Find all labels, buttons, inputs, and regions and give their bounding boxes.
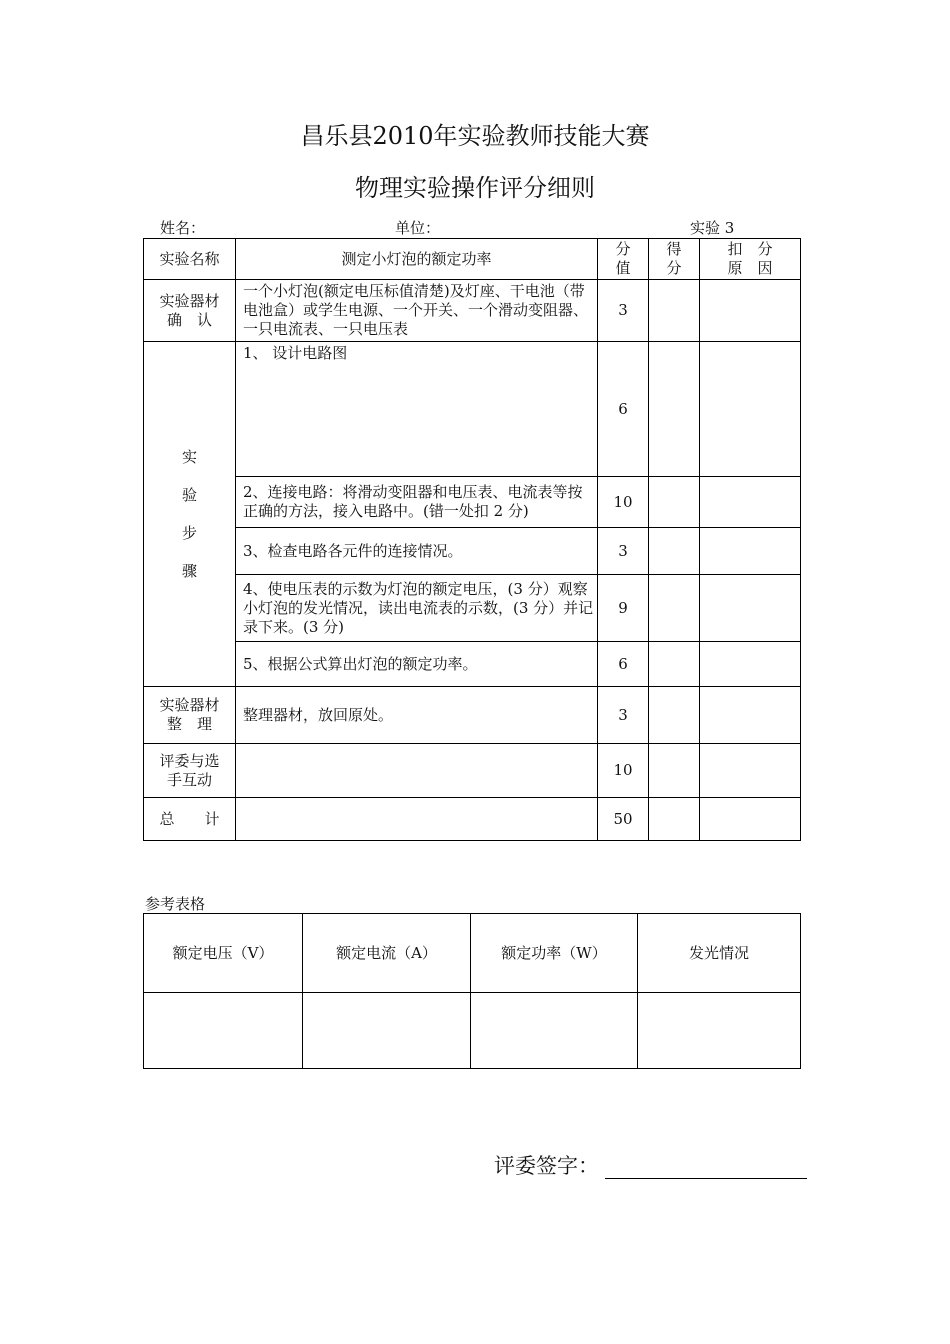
got-score-cell (649, 744, 700, 798)
step-content: 4、使电压表的示数为灯泡的额定电压，(3 分）观察小灯泡的发光情况，读出电流表的示数，(3 分）并记录下来。(3 分) (236, 575, 598, 642)
reason-cell (700, 575, 801, 642)
header-deduction-reason: 扣 分 原 因 (700, 239, 801, 280)
name-label: 姓名： (160, 219, 206, 237)
reason-cell (700, 280, 801, 342)
total-content (236, 798, 598, 841)
table-row (144, 528, 801, 575)
reason-cell (700, 342, 801, 477)
steps-label-char: 实 (181, 448, 197, 466)
reference-cell (471, 993, 638, 1069)
materials-tidy-content: 整理器材，放回原处。 (236, 687, 598, 744)
got-score-cell (649, 642, 700, 687)
steps-label-char: 步 (181, 524, 197, 542)
table-row (144, 744, 801, 798)
step-content: 2、连接电路：将滑动变阻器和电压表、电流表等按正确的方法，接入电路中。(错一处扣 2 分) (236, 477, 598, 528)
signature-line (605, 1178, 807, 1179)
steps-label-char: 验 (181, 486, 197, 504)
score-cell: 6 (598, 642, 649, 687)
header-got-score: 得 分 (649, 239, 700, 280)
score-cell: 6 (598, 342, 649, 477)
got-score-cell (649, 342, 700, 477)
score-cell: 10 (598, 744, 649, 798)
row-label-materials-tidy: 实验器材 整 理 (144, 687, 236, 744)
table-row (144, 575, 801, 642)
reason-cell (700, 687, 801, 744)
score-cell: 10 (598, 477, 649, 528)
interaction-content (236, 744, 598, 798)
steps-label-char: 骤 (181, 562, 197, 580)
reason-cell (700, 798, 801, 841)
reference-header-voltage: 额定电压（V） (144, 914, 303, 993)
step-content: 1、 设计电路图 (236, 342, 598, 477)
materials-confirm-content: 一个小灯泡(额定电压标值清楚)及灯座、干电池（带电池盒）或学生电源、一个开关、一个滑动变阻器、一只电流表、一只电压表 (236, 280, 598, 342)
got-score-cell (649, 528, 700, 575)
reference-table-label: 参考表格 (145, 895, 206, 913)
table-row (144, 280, 801, 342)
table-row (144, 642, 801, 687)
unit-label: 单位： (395, 219, 441, 237)
got-score-cell (649, 280, 700, 342)
got-score-cell (649, 575, 700, 642)
score-cell: 9 (598, 575, 649, 642)
reference-cell (638, 993, 801, 1069)
row-label-steps (144, 342, 236, 687)
page-title: 昌乐县2010年实验教师技能大赛 (300, 122, 650, 150)
score-cell: 3 (598, 687, 649, 744)
score-cell: 3 (598, 280, 649, 342)
reference-cell (144, 993, 303, 1069)
page-subtitle: 物理实验操作评分细则 (355, 174, 595, 202)
reason-cell (700, 477, 801, 528)
signature-label: 评委签字： (494, 1154, 599, 1178)
table-row (144, 993, 801, 1069)
row-label-materials-confirm: 实验器材 确 认 (144, 280, 236, 342)
step-content: 5、根据公式算出灯泡的额定功率。 (236, 642, 598, 687)
table-row (144, 687, 801, 744)
reason-cell (700, 528, 801, 575)
experiment-title: 测定小灯泡的额定功率 (236, 239, 598, 280)
experiment-number: 实验 3 (690, 219, 735, 237)
reference-header-current: 额定电流（A） (303, 914, 471, 993)
reason-cell (700, 744, 801, 798)
header-score: 分 值 (598, 239, 649, 280)
table-row (144, 798, 801, 841)
row-label-total: 总 计 (144, 798, 236, 841)
scoring-table (143, 238, 801, 841)
reference-cell (303, 993, 471, 1069)
got-score-cell (649, 687, 700, 744)
reference-header-brightness: 发光情况 (638, 914, 801, 993)
step-content: 3、检查电路各元件的连接情况。 (236, 528, 598, 575)
table-row (144, 342, 801, 477)
got-score-cell (649, 477, 700, 528)
reference-table (143, 913, 801, 1069)
score-cell: 3 (598, 528, 649, 575)
total-score-cell: 50 (598, 798, 649, 841)
got-score-cell (649, 798, 700, 841)
table-row (144, 477, 801, 528)
reference-header-power: 额定功率（W） (471, 914, 638, 993)
header-experiment-name: 实验名称 (144, 239, 236, 280)
row-label-interaction: 评委与选 手互动 (144, 744, 236, 798)
reason-cell (700, 642, 801, 687)
